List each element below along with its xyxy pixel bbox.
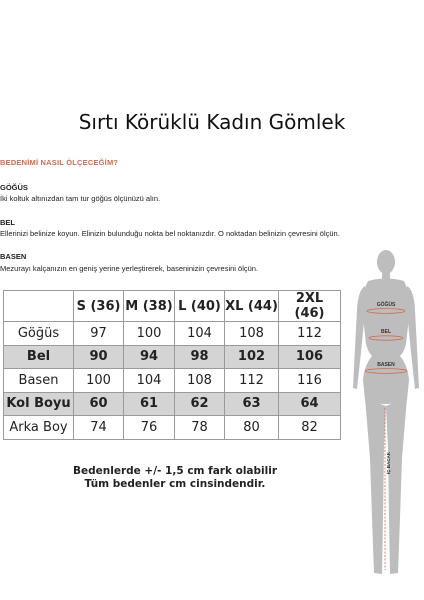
table-cell: 104 — [175, 322, 225, 346]
units-note: Tüm bedenler cm cinsindendir. — [84, 478, 266, 490]
table-row — [4, 416, 341, 440]
table-row — [4, 369, 341, 393]
table-cell: 112 — [225, 369, 279, 393]
table-row — [4, 345, 341, 369]
hip-instructions: Mezurayı kalçanızın en geniş yerine yerleştirerek, baseninizin çevresini ölçün. — [0, 264, 259, 273]
waist-instructions: Ellerinizi belinize koyun. Elinizin bulunduğu nokta bel noktanızdır. O noktadan belinizin çevresini ölçün. — [0, 229, 340, 238]
table-header-cell: 2XL (46) — [279, 291, 341, 322]
hip-heading: BASEN — [0, 252, 27, 261]
table-cell: 102 — [225, 345, 279, 369]
table-header-cell: XL (44) — [225, 291, 279, 322]
table-header-row — [4, 291, 341, 322]
row-label: Basen — [4, 369, 74, 393]
table-cell: 100 — [124, 322, 175, 346]
waist-label: BEL — [381, 329, 391, 335]
table-header-cell: L (40) — [175, 291, 225, 322]
hip-label: BASEN — [377, 362, 395, 368]
row-label: Kol Boyu — [4, 392, 74, 416]
measurement-silhouette — [348, 248, 424, 588]
table-cell: 97 — [74, 322, 124, 346]
page-title: Sırtı Körüklü Kadın Gömlek — [78, 110, 346, 134]
table-cell: 61 — [124, 392, 175, 416]
table-cell: 112 — [279, 322, 341, 346]
table-header-cell — [4, 291, 74, 322]
table-row — [4, 322, 341, 346]
size-table — [3, 290, 341, 440]
table-cell: 80 — [225, 416, 279, 440]
chest-instructions: İki koltuk altınızdan tam tur göğüs ölçünüzü alın. — [0, 194, 161, 203]
table-cell: 108 — [225, 322, 279, 346]
table-cell: 116 — [279, 369, 341, 393]
table-cell: 94 — [124, 345, 175, 369]
table-cell: 76 — [124, 416, 175, 440]
table-cell: 78 — [175, 416, 225, 440]
inseam-label: İÇ BACAK — [386, 452, 391, 474]
table-cell: 82 — [279, 416, 341, 440]
how-to-measure-heading: BEDENİMİ NASIL ÖLÇECEĞİM? — [0, 158, 119, 167]
table-cell: 90 — [74, 345, 124, 369]
body-silhouette — [353, 250, 419, 574]
chest-heading: GÖĞÜS — [0, 183, 28, 192]
table-cell: 104 — [124, 369, 175, 393]
row-label: Göğüs — [4, 322, 74, 346]
table-row — [4, 392, 341, 416]
table-cell: 63 — [225, 392, 279, 416]
table-cell: 64 — [279, 392, 341, 416]
waist-heading: BEL — [0, 218, 15, 227]
table-cell: 100 — [74, 369, 124, 393]
table-header-cell: S (36) — [74, 291, 124, 322]
table-header-cell: M (38) — [124, 291, 175, 322]
table-cell: 98 — [175, 345, 225, 369]
table-cell: 60 — [74, 392, 124, 416]
row-label: Bel — [4, 345, 74, 369]
table-cell: 74 — [74, 416, 124, 440]
table-cell: 108 — [175, 369, 225, 393]
chest-label: GÖĞÜS — [376, 302, 396, 308]
tolerance-note: Bedenlerde +/- 1,5 cm fark olabilir — [72, 465, 277, 477]
table-cell: 62 — [175, 392, 225, 416]
row-label: Arka Boy — [4, 416, 74, 440]
table-cell: 106 — [279, 345, 341, 369]
